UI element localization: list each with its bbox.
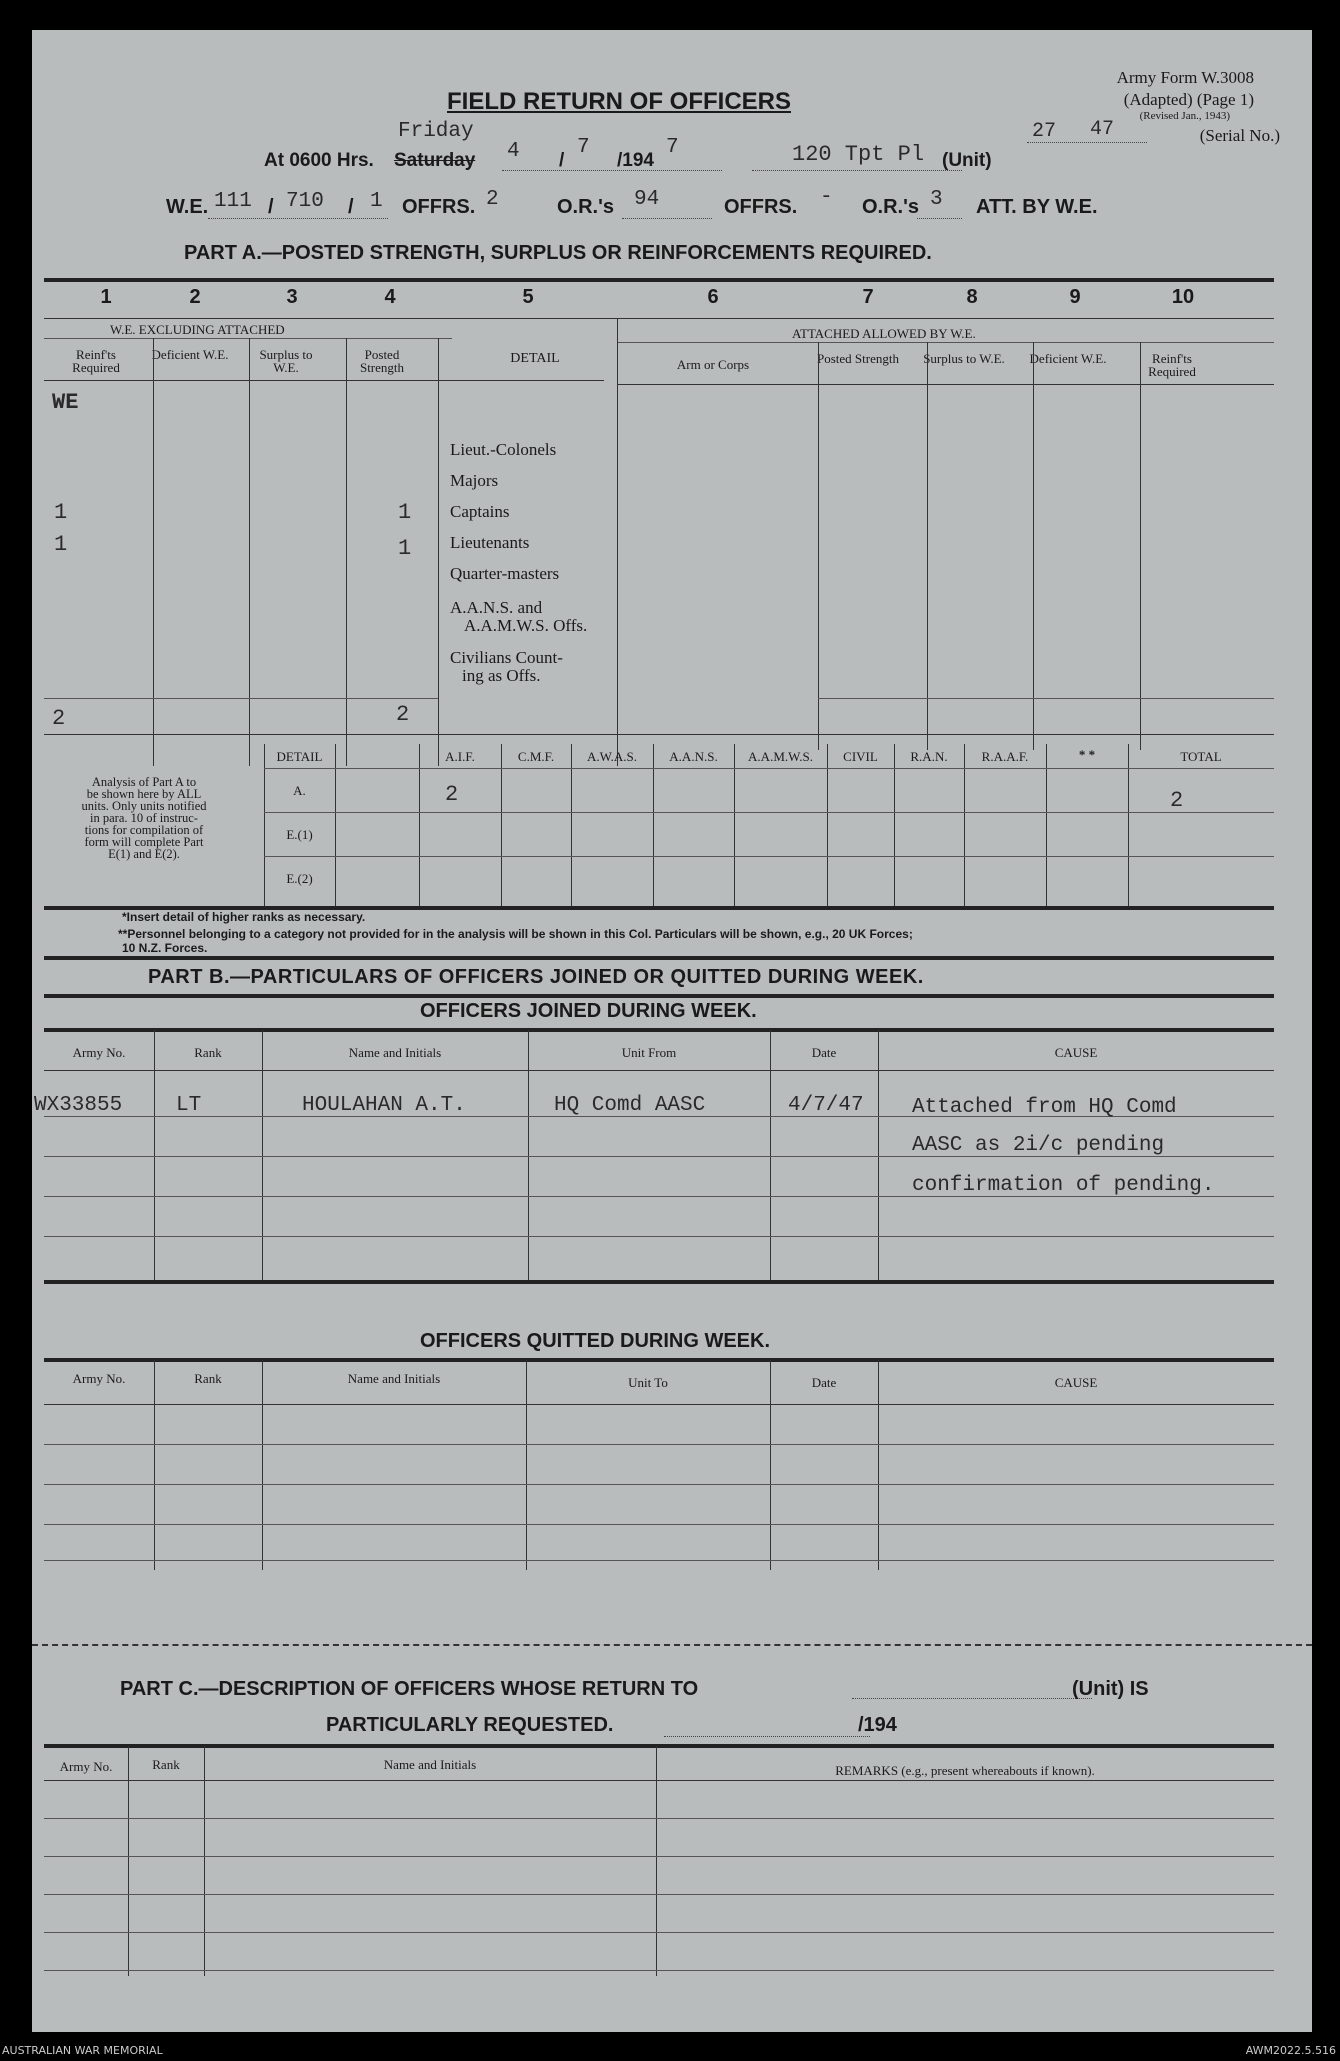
- analysis-h-detail: DETAIL: [276, 749, 323, 764]
- col-number: 3: [286, 286, 298, 308]
- form-adapted: (Adapted) (Page 1): [1123, 90, 1254, 109]
- unit-typed: 120 Tpt Pl: [792, 142, 925, 167]
- att-label: ATT. BY W.E.: [976, 196, 1098, 218]
- footnote-3: 10 N.Z. Forces.: [122, 941, 208, 955]
- day-printed: Saturday: [394, 150, 476, 171]
- rank-civilians-2: ing as Offs.: [462, 666, 541, 685]
- analysis-total-a: 2: [1170, 788, 1184, 813]
- year-prefix: /194: [617, 150, 654, 171]
- analysis-h-aamws: A.A.M.W.S.: [748, 749, 813, 764]
- col-number: 9: [1069, 286, 1081, 308]
- part-c-h-rank: Rank: [152, 1757, 180, 1772]
- serial-year: 47: [1090, 118, 1115, 141]
- joined-h-rank: Rank: [194, 1045, 222, 1060]
- analysis-h-awas: A.W.A.S.: [586, 749, 638, 764]
- analysis-h-total: TOTAL: [1180, 749, 1222, 764]
- part-c-title-end: (Unit) IS: [1072, 1678, 1149, 1700]
- footer-right: AWM2022.5.516: [1245, 2044, 1336, 2057]
- lieutenants-posted: 1: [398, 536, 412, 561]
- header-posted: Posted Strength: [359, 347, 405, 375]
- ors2-label: O.R.'s: [862, 196, 919, 218]
- quitted-h-unit-to: Unit To: [628, 1375, 668, 1390]
- joined-h-cause: CAUSE: [1054, 1045, 1098, 1060]
- analysis-h-aif: A.I.F.: [445, 749, 475, 764]
- joined-h-name: Name and Initials: [348, 1045, 442, 1060]
- joined-cause-3: confirmation of pending.: [912, 1174, 1215, 1197]
- at-label: At 0600 Hrs.: [264, 150, 374, 171]
- header-deficient: Deficient W.E.: [151, 347, 229, 362]
- joined-h-date: Date: [811, 1045, 837, 1060]
- offrs-label: OFFRS.: [402, 196, 476, 218]
- serial-number: 27: [1032, 120, 1057, 143]
- joined-cause-2: AASC as 2i/c pending: [912, 1134, 1165, 1157]
- ors2-value: 3: [930, 188, 943, 211]
- form-sheet: Army Form W.3008 (Adapted) (Page 1) (Revised Jan., 1943) 27 47 (Serial No.) FIELD RETURN OF OFFICERS Friday At 0600 Hrs. Saturday 4 / 7 /194 7 120 Tpt Pl (Unit) W.E. 111 / 710 / 1 OFFRS. 2 O.R.'s 94 OFFRS. - O.R.'s 3 ATT. BY W.E. PART A.—POSTED STRENGTH, SURPLUS OR REINFORCEMENTS REQUIRED. 1 2 3 4 5 6 7 8 9 10 W.E. EXCLUDING ATTACHED ATTACHED ALLOWED BY W.E. Reinf'ts Required Deficient W.E. Surplus to W.E. Posted Strength DETAIL Arm or Corps Posted Strength Surplus to W.E. Deficient W.E. Reinf'ts Required WE Lieut.-Colonels Majors Captains Lieutenants Quarter-masters A.A.N.S. and A.A.M.W.S. Offs. Civilians Count- ing as Offs. 1 1 1 1 2 2 Analysis of Part A to be shown here by ALL units. Only units notified in para. 10 of instruc- tions for compilation of form will complete Part E(1) and E(2). DETAIL A.I.F. C.M.F. A.W.A.S. A.A.N.S. A.A.M.W.S. CIVIL R.A.N. R.A.A.F. * * TOTAL A. E.(1) E.(2) 2 2 *Insert detail of higher ranks as necessary. **Personnel belonging to a category not provided for in the analysis will be shown in this Col. Particulars will be shown, e.g., 20 UK Forces; 10 N.Z. Forces. PART B.—PARTICULARS OF OFFICERS JOINED OR QUITTED DURING WEEK. OFFICERS JOINED DURING WEEK. Army No. Rank Name and Initials Unit From Date CAUSE WX33855 LT HOULAHAN A.T. HQ Comd AASC 4/7/47 Attached from HQ Comd AASC as 2i/c pending confirmation of pending. OFFICERS QUITTED DURING WEEK. Army No. Rank Name and Initials Unit To Date CAUSE PART C.—DESCRIPTION OF OFFICERS WHOSE RETURN TO (Unit) IS PARTICULARLY REQUESTED. /194 Army No. Rank Name and Initials REMARKS (e.g., present whereabouts if known).: [32, 30, 1312, 2032]
- joined-title: OFFICERS JOINED DURING WEEK.: [420, 1000, 757, 1022]
- part-c-title: PART C.—DESCRIPTION OF OFFICERS WHOSE RETURN TO: [120, 1678, 699, 1700]
- total-reinf: 2: [52, 706, 66, 731]
- analysis-note: Analysis of Part A to be shown here by ALL units. Only units notified in para. 10 of instruc- tions for compilation of form will complete Part E(1) and E(2).: [81, 775, 207, 861]
- col-number: 6: [707, 286, 719, 308]
- col-number: 5: [522, 286, 534, 308]
- captains-posted: 1: [398, 500, 412, 525]
- unit-label: (Unit): [942, 150, 992, 171]
- quitted-h-cause: CAUSE: [1054, 1375, 1098, 1390]
- we-value-1: 111: [214, 190, 252, 213]
- analysis-row-a: A.: [293, 783, 306, 798]
- header-surplus: Surplus to W.E.: [259, 347, 313, 375]
- analysis-h-raaf: R.A.A.F.: [981, 749, 1029, 764]
- footnote-1: *Insert detail of higher ranks as necessary.: [122, 910, 366, 924]
- ors-label: O.R.'s: [557, 196, 614, 218]
- group-attached: ATTACHED ALLOWED BY W.E.: [792, 326, 976, 341]
- header-deficient-2: Deficient W.E.: [1029, 351, 1107, 366]
- quitted-title: OFFICERS QUITTED DURING WEEK.: [420, 1330, 770, 1352]
- we-value-3: 1: [370, 190, 383, 213]
- rank-captains: Captains: [450, 502, 510, 521]
- offrs-value: 2: [486, 188, 499, 211]
- form-revised: (Revised Jan., 1943): [1139, 110, 1230, 122]
- lieutenants-reinf: 1: [54, 532, 68, 557]
- we-label: W.E.: [166, 196, 209, 218]
- col-number: 4: [384, 286, 396, 308]
- header-arm: Arm or Corps: [676, 357, 750, 372]
- part-c-title-2: PARTICULARLY REQUESTED.: [326, 1714, 614, 1736]
- part-c-h-remarks: REMARKS (e.g., present whereabouts if known).: [835, 1763, 1095, 1778]
- we-mark: WE: [52, 390, 79, 415]
- header-surplus-2: Surplus to W.E.: [923, 351, 1005, 366]
- col-number: 2: [189, 286, 201, 308]
- header-detail: DETAIL: [510, 351, 560, 366]
- header-reinf: Reinf'ts Required: [72, 347, 120, 375]
- quitted-h-army-no: Army No.: [72, 1371, 126, 1386]
- we-value-2: 710: [286, 190, 324, 213]
- total-posted: 2: [396, 702, 410, 727]
- header-reinf-2: Reinf'ts Required: [1148, 351, 1196, 379]
- joined-name: HOULAHAN A.T.: [302, 1094, 466, 1117]
- rank-lt-colonels: Lieut.-Colonels: [450, 440, 557, 459]
- rank-majors: Majors: [450, 471, 499, 490]
- joined-date: 4/7/47: [788, 1094, 864, 1117]
- analysis-h-aans: A.A.N.S.: [669, 749, 718, 764]
- offrs2-value: -: [820, 186, 833, 209]
- rank-quartermasters: Quarter-masters: [450, 564, 560, 583]
- footer-left: AUSTRALIAN WAR MEMORIAL: [2, 2044, 163, 2057]
- col-number: 10: [1171, 286, 1195, 308]
- rank-aamws: A.A.M.W.S. Offs.: [464, 616, 588, 635]
- day-number: 4: [507, 140, 520, 163]
- footnote-2: **Personnel belonging to a category not provided for in the analysis will be shown in this Col. Particulars will be shown, e.g., 20 UK Forces;: [118, 927, 913, 941]
- group-we-excluding: W.E. EXCLUDING ATTACHED: [110, 322, 285, 337]
- part-a-title: PART A.—POSTED STRENGTH, SURPLUS OR REINFORCEMENTS REQUIRED.: [184, 242, 932, 264]
- analysis-h-ran: R.A.N.: [910, 749, 948, 764]
- offrs2-label: OFFRS.: [724, 196, 798, 218]
- joined-rank: LT: [176, 1094, 202, 1117]
- analysis-h-cmf: C.M.F.: [517, 749, 555, 764]
- ors-value: 94: [634, 188, 660, 211]
- month: 7: [577, 136, 590, 159]
- archive-footer: [0, 2040, 1340, 2061]
- part-c-h-name: Name and Initials: [383, 1757, 477, 1772]
- header-posted-2: Posted Strength: [817, 351, 899, 366]
- col-number: 8: [966, 286, 978, 308]
- serial-label: (Serial No.): [1199, 126, 1280, 145]
- joined-h-unit-from: Unit From: [621, 1045, 677, 1060]
- form-title: FIELD RETURN OF OFFICERS: [447, 88, 791, 115]
- joined-h-army-no: Army No.: [72, 1045, 126, 1060]
- analysis-h-civil: CIVIL: [843, 749, 878, 764]
- quitted-h-rank: Rank: [194, 1371, 222, 1386]
- part-c-year: /194: [858, 1714, 897, 1736]
- rank-civilians: Civilians Count-: [450, 648, 563, 667]
- joined-unit-from: HQ Comd AASC: [554, 1094, 706, 1117]
- joined-army-no: WX33855: [34, 1094, 123, 1117]
- part-c-h-army-no: Army No.: [59, 1759, 113, 1774]
- rank-lieutenants: Lieutenants: [450, 533, 530, 552]
- year-typed: 7: [666, 136, 679, 159]
- rank-aans: A.A.N.S. and: [450, 598, 543, 617]
- col-number: 7: [862, 286, 874, 308]
- analysis-h-other: * *: [1078, 747, 1096, 762]
- quitted-h-date: Date: [811, 1375, 837, 1390]
- analysis-aif-a: 2: [445, 782, 459, 807]
- quitted-h-name: Name and Initials: [347, 1371, 441, 1386]
- joined-cause-1: Attached from HQ Comd: [912, 1096, 1177, 1119]
- form-number: Army Form W.3008: [1116, 68, 1254, 87]
- captains-reinf: 1: [54, 500, 68, 525]
- col-number: 1: [100, 286, 112, 308]
- analysis-row-e2: E.(2): [286, 871, 313, 886]
- day-typed: Friday: [398, 120, 474, 143]
- part-b-title: PART B.—PARTICULARS OF OFFICERS JOINED OR QUITTED DURING WEEK.: [148, 966, 924, 988]
- analysis-row-e1: E.(1): [286, 827, 313, 842]
